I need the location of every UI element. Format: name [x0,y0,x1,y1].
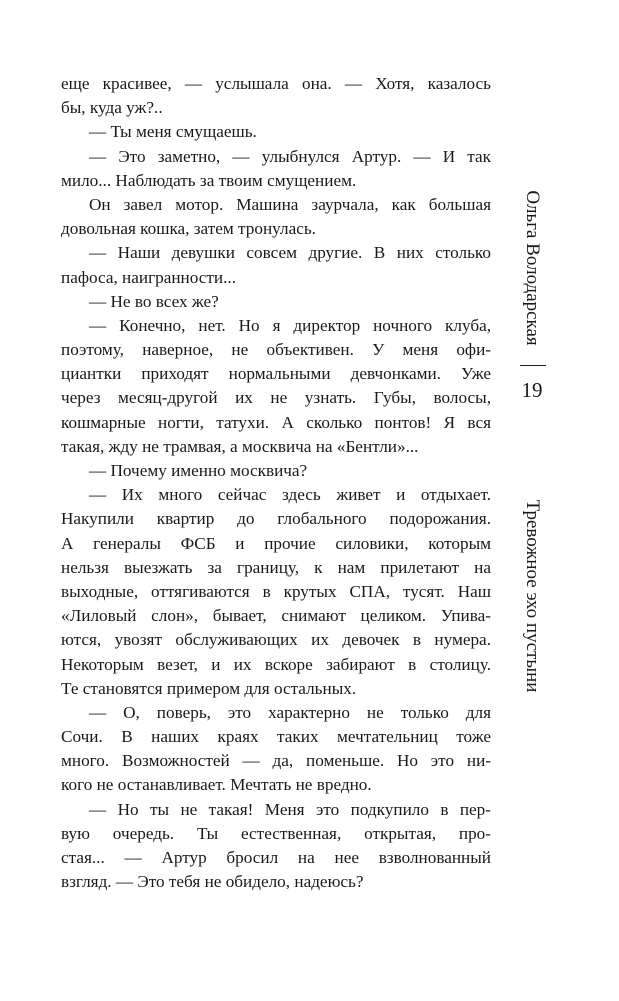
text-line: — Конечно, нет. Но я директор ночного клуба, [89,315,491,335]
body-text [61,72,491,894]
text-line: нельзя выезжать за границу, к нам прилетают на [61,557,491,577]
page-number: 19 [521,378,543,402]
text-line: довольная кошка, затем тронулась. [61,219,316,239]
running-head [507,150,557,810]
text-line: взгляд. — Это тебя не обидело, надеюсь? [61,872,364,892]
text-line: такая, жду не трамвая, а москвича на «Бентли»... [61,436,419,456]
text-line: кошмарные ногти, татухи. А сколько понтов! Я вся [61,412,491,432]
author-name: Ольга Володарская [522,190,543,346]
text-line: ются, увозят обслуживающих их девочек в нумера. [61,630,491,650]
text-line: стая... — Артур бросил на нее взволнованный [61,848,491,867]
text-line: «Лиловый слон», бывает, снимают целиком. Упива- [61,606,491,626]
text-line: Те становятся примером для остальных. [61,678,357,698]
text-line: много. Возможностей — да, поменьше. Но это ни- [61,751,491,771]
text-line: пафоса, наигранности... [61,267,236,287]
text-line: — Ты меня смущаешь. [89,122,257,142]
text-line: вую очередь. Ты естественная, открытая, про- [61,823,491,843]
text-line: бы, куда уж?.. [61,98,163,118]
text-line: Сочи. В наших краях таких мечтательниц тоже [61,727,491,747]
text-line: еще красивее, — услышала она. — Хотя, казалось [61,74,491,93]
text-line: — Их много сейчас здесь живет и отдыхает. [89,485,491,505]
running-head-divider [520,365,546,366]
text-line: поэтому, наверное, не объективен. У меня офи- [61,340,491,360]
text-line: Он завел мотор. Машина заурчала, как большая [89,194,491,214]
text-line: А генералы ФСБ и прочие силовики, которым [61,533,491,553]
text-line: мило... Наблюдать за твоим смущением. [61,170,357,190]
book-title: Тревожное эхо пустыни [522,499,543,693]
text-line: кого не останавливает. Мечтать не вредно. [61,775,372,795]
text-line: — Но ты не такая! Меня это подкупило в пер- [89,799,491,819]
text-line: — Наши девушки совсем другие. В них столько [89,243,491,263]
text-line: — Не во всех же? [89,291,219,311]
text-line: выходные, оттягиваются в крутых СПА, тусят. Наш [61,581,491,601]
text-line: — О, поверь, это характерно не только для [89,702,491,722]
text-line: — Это заметно, — улыбнулся Артур. — И так [89,146,491,166]
text-line: циантки приходят нормальными девчонками. Уже [61,364,491,384]
text-line: — Почему именно москвича? [89,461,308,480]
text-line: Некоторым везет, и их вскоре забирают в столицу. [61,654,491,674]
text-line: Накупили квартир до глобального подорожания. [61,509,491,529]
text-line: через месяц-другой их не узнать. Губы, волосы, [61,388,491,408]
